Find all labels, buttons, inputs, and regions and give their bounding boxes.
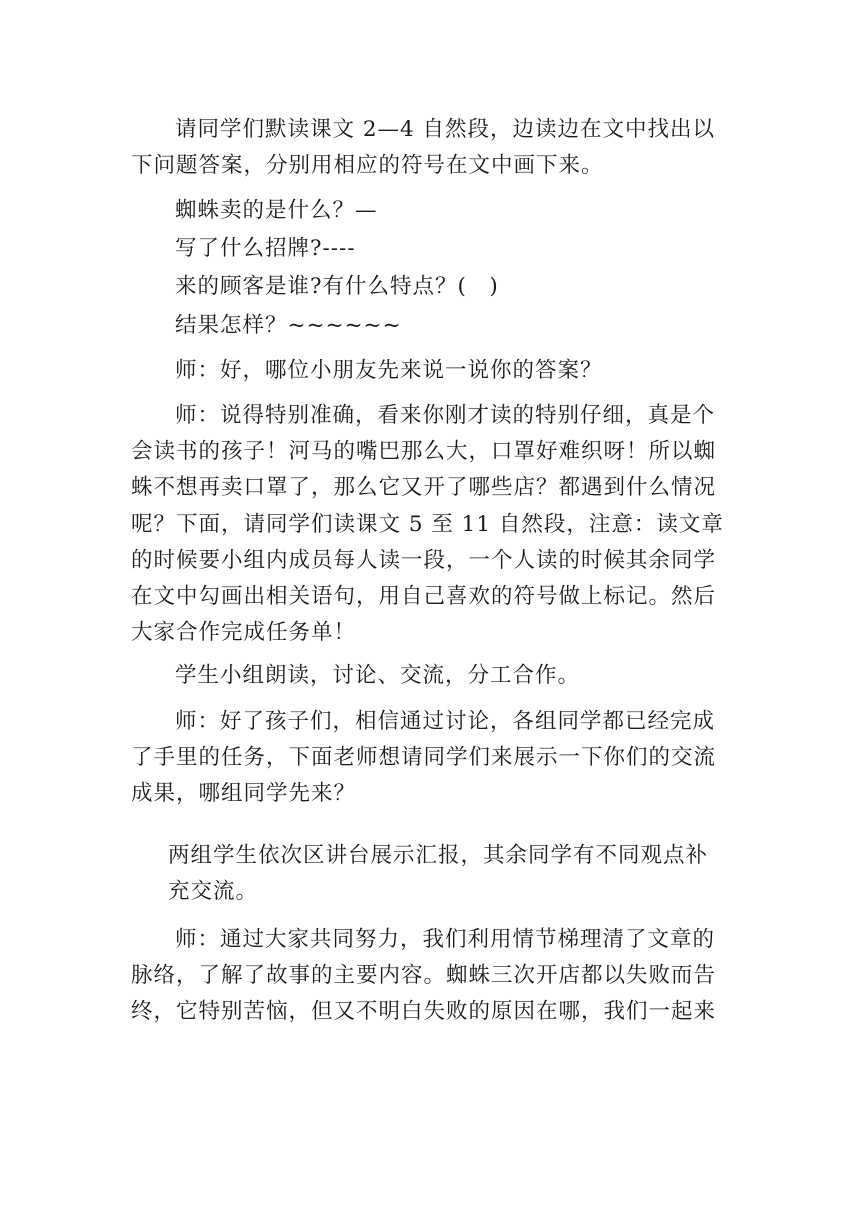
text-line: 师：通过大家共同努力，我们利用情节梯理清了文章的: [175, 927, 716, 952]
paragraph-students-read: [131, 658, 731, 694]
text-line: 大家合作完成任务单！: [131, 620, 357, 646]
paragraph-question-3: [131, 269, 731, 305]
text-line: 师：好，哪位小朋友先来说一说你的答案？: [175, 358, 603, 383]
paragraph-instruction: [131, 112, 731, 184]
text-line: 蛛不想再卖口罩了，那么它又开了哪些店？都遇到什么情况: [131, 475, 717, 501]
text-line: 蜘蛛卖的是什么？—: [175, 198, 378, 223]
paragraph-teacher-2: [131, 398, 731, 651]
text-line: 请同学们默读课文 2—4 自然段，边读边在文中找出以: [175, 117, 716, 142]
text-line: 充交流。: [168, 879, 259, 905]
paragraph-students-report: [131, 838, 731, 910]
paragraph-teacher-3: [131, 704, 731, 813]
text-line: 呢？下面，请同学们读课文 5 至 11 自然段，注意：读文章: [131, 511, 724, 537]
text-line: 成果，哪组同学先来？: [131, 781, 357, 807]
text-line: 学生小组朗读，讨论、交流，分工合作。: [175, 663, 581, 688]
text-line: 在文中勾画出相关语句，用自己喜欢的符号做上标记。然后: [131, 583, 717, 609]
text-line: 会读书的孩子！河马的嘴巴那么大，口罩好难织呀！所以蜘: [131, 439, 717, 465]
paragraph-question-2: [131, 231, 731, 267]
text-line: 写了什么招牌?----: [175, 236, 356, 261]
text-line: 终，它特别苦恼，但又不明白失败的原因在哪，我们一起来: [131, 999, 717, 1025]
text-line: 的时候要小组内成员每人读一段，一个人读的时候其余同学: [131, 547, 717, 573]
text-line: 脉络，了解了故事的主要内容。蜘蛛三次开店都以失败而告: [131, 963, 717, 989]
paragraph-question-4: [131, 308, 731, 344]
text-line: 来的顾客是谁?有什么特点？( ): [175, 274, 499, 299]
paragraph-question-1: [131, 193, 731, 229]
text-line: 两组学生依次区讲台展示汇报，其余同学有不同观点补: [168, 843, 709, 868]
text-line: 了手里的任务，下面老师想请同学们来展示一下你们的交流: [131, 745, 717, 771]
paragraph-teacher-1: [131, 353, 731, 389]
text-line: 下问题答案，分别用相应的符号在文中画下来。: [131, 153, 604, 179]
text-line: 结果怎样？~~~~~~: [175, 313, 402, 338]
text-line: 师：说得特别准确，看来你刚才读的特别仔细，真是个: [175, 403, 716, 428]
text-line: 师：好了孩子们，相信通过讨论，各组同学都已经完成: [175, 709, 716, 734]
paragraph-teacher-4: [131, 922, 731, 1031]
